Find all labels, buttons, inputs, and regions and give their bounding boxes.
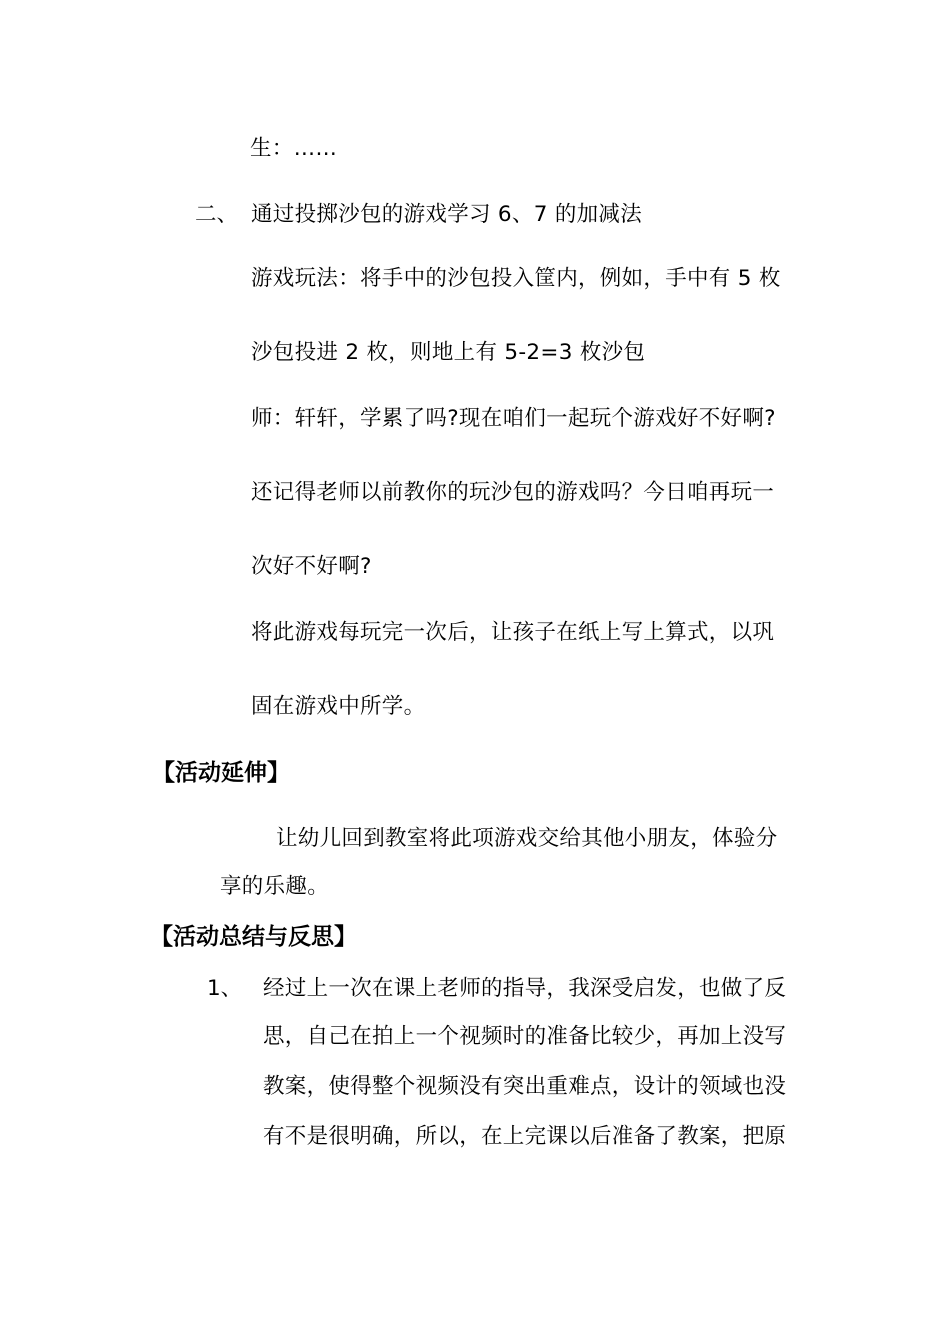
summary-item-number: 1、 [207,976,243,1001]
summary-text-line-3: 教案，使得整个视频没有突出重难点，设计的领域也没 [263,1074,787,1099]
student-line: 生：…… [250,136,338,161]
teacher-line-3: 次好不好啊? [251,554,372,579]
section-number: 二、 [195,202,239,227]
extension-text-line-1: 让幼儿回到教室将此项游戏交给其他小朋友，体验分 [276,826,778,851]
teacher-line-1: 师：轩轩，学累了吗?现在咱们一起玩个游戏好不好啊? [251,406,776,431]
after-game-line-1: 将此游戏每玩完一次后，让孩子在纸上写上算式，以巩 [251,620,775,645]
game-rules-line-2: 沙包投进 2 枚，则地上有 5-2=3 枚沙包 [251,340,646,365]
extension-text-line-2: 享的乐趣。 [220,874,330,899]
summary-heading: 【活动总结与反思】 [150,924,357,950]
after-game-line-2: 固在游戏中所学。 [251,694,426,719]
summary-text-line-2: 思，自己在拍上一个视频时的准备比较少，再加上没写 [263,1024,787,1049]
summary-text-line-1: 经过上一次在课上老师的指导，我深受启发，也做了反 [263,976,787,1001]
extension-heading: 【活动延伸】 [152,760,290,786]
game-rules-line-1: 游戏玩法：将手中的沙包投入筐内，例如，手中有 5 枚 [251,266,781,291]
summary-text-line-4: 有不是很明确，所以，在上完课以后准备了教案，把原 [263,1124,787,1149]
section-title: 通过投掷沙包的游戏学习 6、7 的加减法 [251,202,643,227]
teacher-line-2: 还记得老师以前教你的玩沙包的游戏吗？今日咱再玩一 [251,480,775,505]
